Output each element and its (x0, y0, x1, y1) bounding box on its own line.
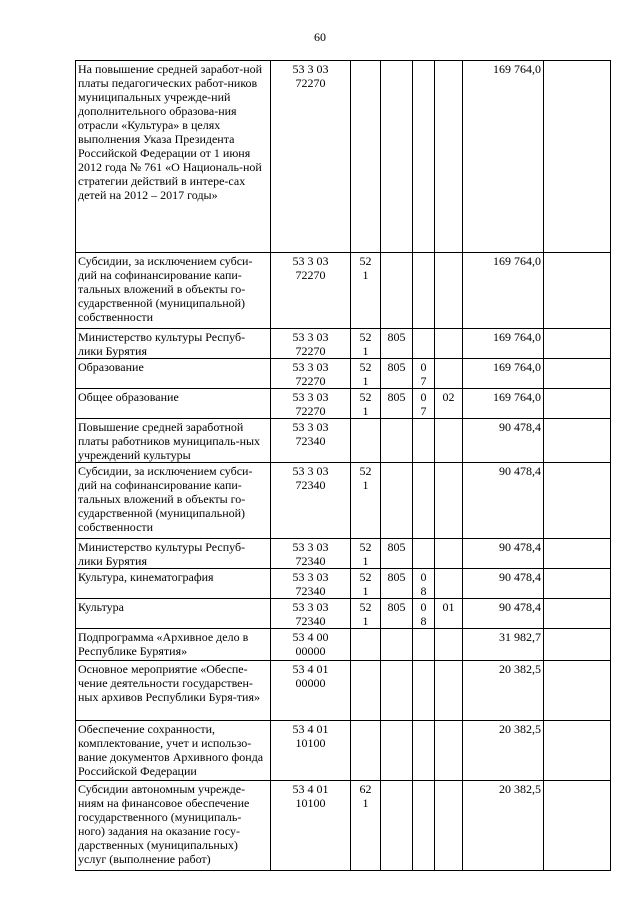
cell-expense-type: 52 1 (351, 463, 381, 539)
table-row (76, 599, 611, 629)
table-row (76, 569, 611, 599)
cell-empty (544, 599, 611, 629)
cell-target-article: 53 3 03 72270 (271, 359, 351, 389)
cell-section (413, 539, 435, 569)
cell-subsection (435, 661, 463, 721)
table-row (76, 629, 611, 661)
cell-section (413, 329, 435, 359)
table-row (76, 359, 611, 389)
cell-name: Повышение средней заработной платы работников муниципаль-ных учреждений культуры (76, 419, 271, 463)
cell-ministry-code: 805 (381, 329, 413, 359)
cell-section: 0 8 (413, 599, 435, 629)
cell-empty (544, 661, 611, 721)
cell-section (413, 463, 435, 539)
cell-amount: 169 764,0 (463, 389, 544, 419)
cell-subsection (435, 629, 463, 661)
cell-expense-type (351, 721, 381, 781)
cell-empty (544, 329, 611, 359)
cell-target-article: 53 3 03 72270 (271, 329, 351, 359)
cell-section (413, 661, 435, 721)
cell-section: 0 7 (413, 389, 435, 419)
table-row (76, 389, 611, 419)
cell-name: Министерство культуры Респуб-лики Бурятия (76, 539, 271, 569)
cell-ministry-code: 805 (381, 359, 413, 389)
cell-target-article: 53 4 01 10100 (271, 721, 351, 781)
cell-expense-type: 52 1 (351, 329, 381, 359)
cell-subsection (435, 329, 463, 359)
table-row (76, 781, 611, 871)
cell-subsection: 01 (435, 599, 463, 629)
cell-name: Субсидии автономным учрежде-ниям на финансовое обеспечение государственного (муниципаль-ного) задания на оказание госу-дарственных (муниципальных) услуг (выполнение работ) (76, 781, 271, 871)
cell-subsection (435, 539, 463, 569)
cell-section (413, 721, 435, 781)
cell-ministry-code (381, 463, 413, 539)
cell-empty (544, 389, 611, 419)
cell-empty (544, 61, 611, 253)
cell-name: Субсидии, за исключением субси-дий на софинансирование капи-тальных вложений в объекты го-сударственной (муниципальной) собственности (76, 253, 271, 329)
cell-subsection (435, 463, 463, 539)
cell-amount: 169 764,0 (463, 329, 544, 359)
cell-subsection: 02 (435, 389, 463, 419)
cell-ministry-code (381, 629, 413, 661)
cell-ministry-code: 805 (381, 539, 413, 569)
cell-amount: 90 478,4 (463, 419, 544, 463)
cell-ministry-code: 805 (381, 389, 413, 419)
cell-subsection (435, 253, 463, 329)
cell-name: На повышение средней заработ-ной платы педагогических работ-ников муниципальных учрежде-ний дополнительного образова-ния отрасли «Культура» в целях выполнения Указа Президента Российской Федерации от 1 июня 2012 года № 761 «О Националь-ной стратегии действий в интере-сах детей на 2012 – 2017 годы» (76, 61, 271, 253)
cell-target-article: 53 3 03 72270 (271, 389, 351, 419)
cell-expense-type: 52 1 (351, 359, 381, 389)
cell-name: Культура (76, 599, 271, 629)
cell-expense-type: 52 1 (351, 569, 381, 599)
cell-target-article: 53 3 03 72340 (271, 569, 351, 599)
table-row (76, 61, 611, 253)
cell-amount: 20 382,5 (463, 721, 544, 781)
cell-ministry-code (381, 661, 413, 721)
cell-ministry-code: 805 (381, 569, 413, 599)
cell-empty (544, 359, 611, 389)
cell-section (413, 629, 435, 661)
table-row (76, 253, 611, 329)
cell-amount: 31 982,7 (463, 629, 544, 661)
cell-ministry-code (381, 419, 413, 463)
cell-expense-type: 52 1 (351, 539, 381, 569)
cell-subsection (435, 359, 463, 389)
cell-amount: 90 478,4 (463, 463, 544, 539)
table-row (76, 721, 611, 781)
cell-expense-type: 52 1 (351, 389, 381, 419)
cell-target-article: 53 3 03 72340 (271, 539, 351, 569)
cell-subsection (435, 61, 463, 253)
cell-target-article: 53 3 03 72270 (271, 61, 351, 253)
cell-expense-type (351, 661, 381, 721)
cell-amount: 90 478,4 (463, 539, 544, 569)
cell-name: Образование (76, 359, 271, 389)
budget-table (75, 60, 611, 871)
table-row (76, 329, 611, 359)
cell-section (413, 61, 435, 253)
cell-section (413, 253, 435, 329)
cell-section: 0 8 (413, 569, 435, 599)
cell-subsection (435, 569, 463, 599)
page-number: 60 (314, 30, 326, 44)
cell-ministry-code (381, 61, 413, 253)
cell-empty (544, 569, 611, 599)
cell-amount: 20 382,5 (463, 661, 544, 721)
cell-name: Подпрограмма «Архивное дело в Республике Бурятия» (76, 629, 271, 661)
cell-ministry-code (381, 721, 413, 781)
cell-subsection (435, 721, 463, 781)
table-row (76, 419, 611, 463)
table-row (76, 463, 611, 539)
cell-expense-type: 62 1 (351, 781, 381, 871)
cell-amount: 169 764,0 (463, 61, 544, 253)
cell-subsection (435, 419, 463, 463)
table-row (76, 661, 611, 721)
cell-amount: 169 764,0 (463, 253, 544, 329)
cell-target-article: 53 3 03 72340 (271, 419, 351, 463)
cell-amount: 20 382,5 (463, 781, 544, 871)
cell-target-article: 53 4 01 00000 (271, 661, 351, 721)
cell-empty (544, 629, 611, 661)
cell-expense-type (351, 419, 381, 463)
cell-amount: 169 764,0 (463, 359, 544, 389)
cell-target-article: 53 4 00 00000 (271, 629, 351, 661)
cell-section: 0 7 (413, 359, 435, 389)
cell-name: Министерство культуры Респуб-лики Бурятия (76, 329, 271, 359)
cell-empty (544, 781, 611, 871)
cell-expense-type: 52 1 (351, 253, 381, 329)
cell-expense-type: 52 1 (351, 599, 381, 629)
table-body (76, 61, 611, 871)
cell-expense-type (351, 61, 381, 253)
cell-name: Субсидии, за исключением субси-дий на софинансирование капи-тальных вложений в объекты го-сударственной (муниципальной) собственности (76, 463, 271, 539)
cell-name: Культура, кинематография (76, 569, 271, 599)
cell-name: Общее образование (76, 389, 271, 419)
cell-ministry-code (381, 781, 413, 871)
cell-amount: 90 478,4 (463, 569, 544, 599)
cell-section (413, 781, 435, 871)
cell-name: Обеспечение сохранности, комплектование, учет и использо-вание документов Архивного фонда Российской Федерации (76, 721, 271, 781)
cell-target-article: 53 3 03 72340 (271, 463, 351, 539)
cell-empty (544, 253, 611, 329)
cell-amount: 90 478,4 (463, 599, 544, 629)
cell-empty (544, 419, 611, 463)
table-row (76, 539, 611, 569)
cell-target-article: 53 4 01 10100 (271, 781, 351, 871)
cell-section (413, 419, 435, 463)
cell-empty (544, 463, 611, 539)
cell-name: Основное мероприятие «Обеспе-чение деятельности государствен-ных архивов Республики Буря-тия» (76, 661, 271, 721)
cell-target-article: 53 3 03 72270 (271, 253, 351, 329)
cell-ministry-code: 805 (381, 599, 413, 629)
cell-empty (544, 539, 611, 569)
cell-ministry-code (381, 253, 413, 329)
cell-expense-type (351, 629, 381, 661)
cell-subsection (435, 781, 463, 871)
cell-empty (544, 721, 611, 781)
cell-target-article: 53 3 03 72340 (271, 599, 351, 629)
